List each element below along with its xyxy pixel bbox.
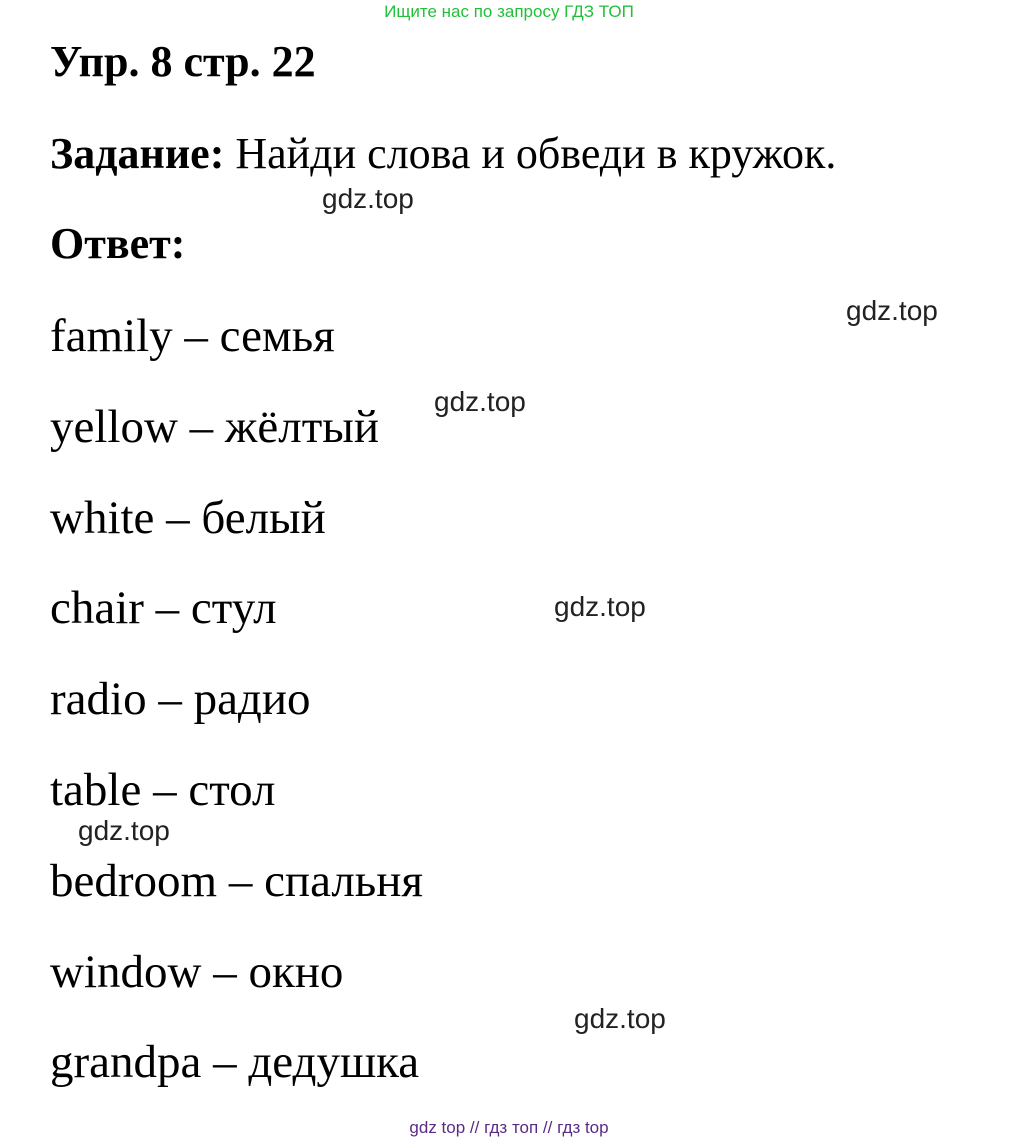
watermark: gdz.top — [322, 183, 414, 214]
footer-links[interactable]: gdz top // гдз топ // гдз top — [409, 1118, 609, 1137]
task-text: Найди слова и обведи в кружок. — [224, 129, 837, 178]
watermark: gdz.top — [574, 1003, 666, 1034]
watermark: gdz.top — [554, 591, 646, 622]
watermark: gdz.top — [434, 386, 526, 417]
word-item: white – белый — [50, 491, 326, 544]
word-item: radio – радио — [50, 673, 311, 726]
task-label: Задание: — [50, 129, 225, 178]
watermark: gdz.top — [78, 815, 170, 846]
word-list — [50, 306, 423, 1123]
answer-label: Ответ: — [50, 219, 186, 268]
task-statement — [50, 128, 836, 179]
word-item: yellow – жёлтый — [50, 400, 379, 453]
word-item: table – стол — [50, 763, 276, 816]
top-banner-link[interactable]: Ищите нас по запросу ГДЗ ТОП — [384, 2, 634, 21]
word-item: family – семья — [50, 310, 335, 362]
exercise-heading: Упр. 8 стр. 22 — [50, 37, 316, 86]
word-item: chair – стул — [50, 582, 277, 635]
word-item: window – окно — [50, 945, 344, 998]
watermark: gdz.top — [846, 295, 938, 326]
word-item: grandpa – дедушка — [50, 1036, 420, 1089]
word-item: bedroom – спальня — [50, 854, 424, 907]
